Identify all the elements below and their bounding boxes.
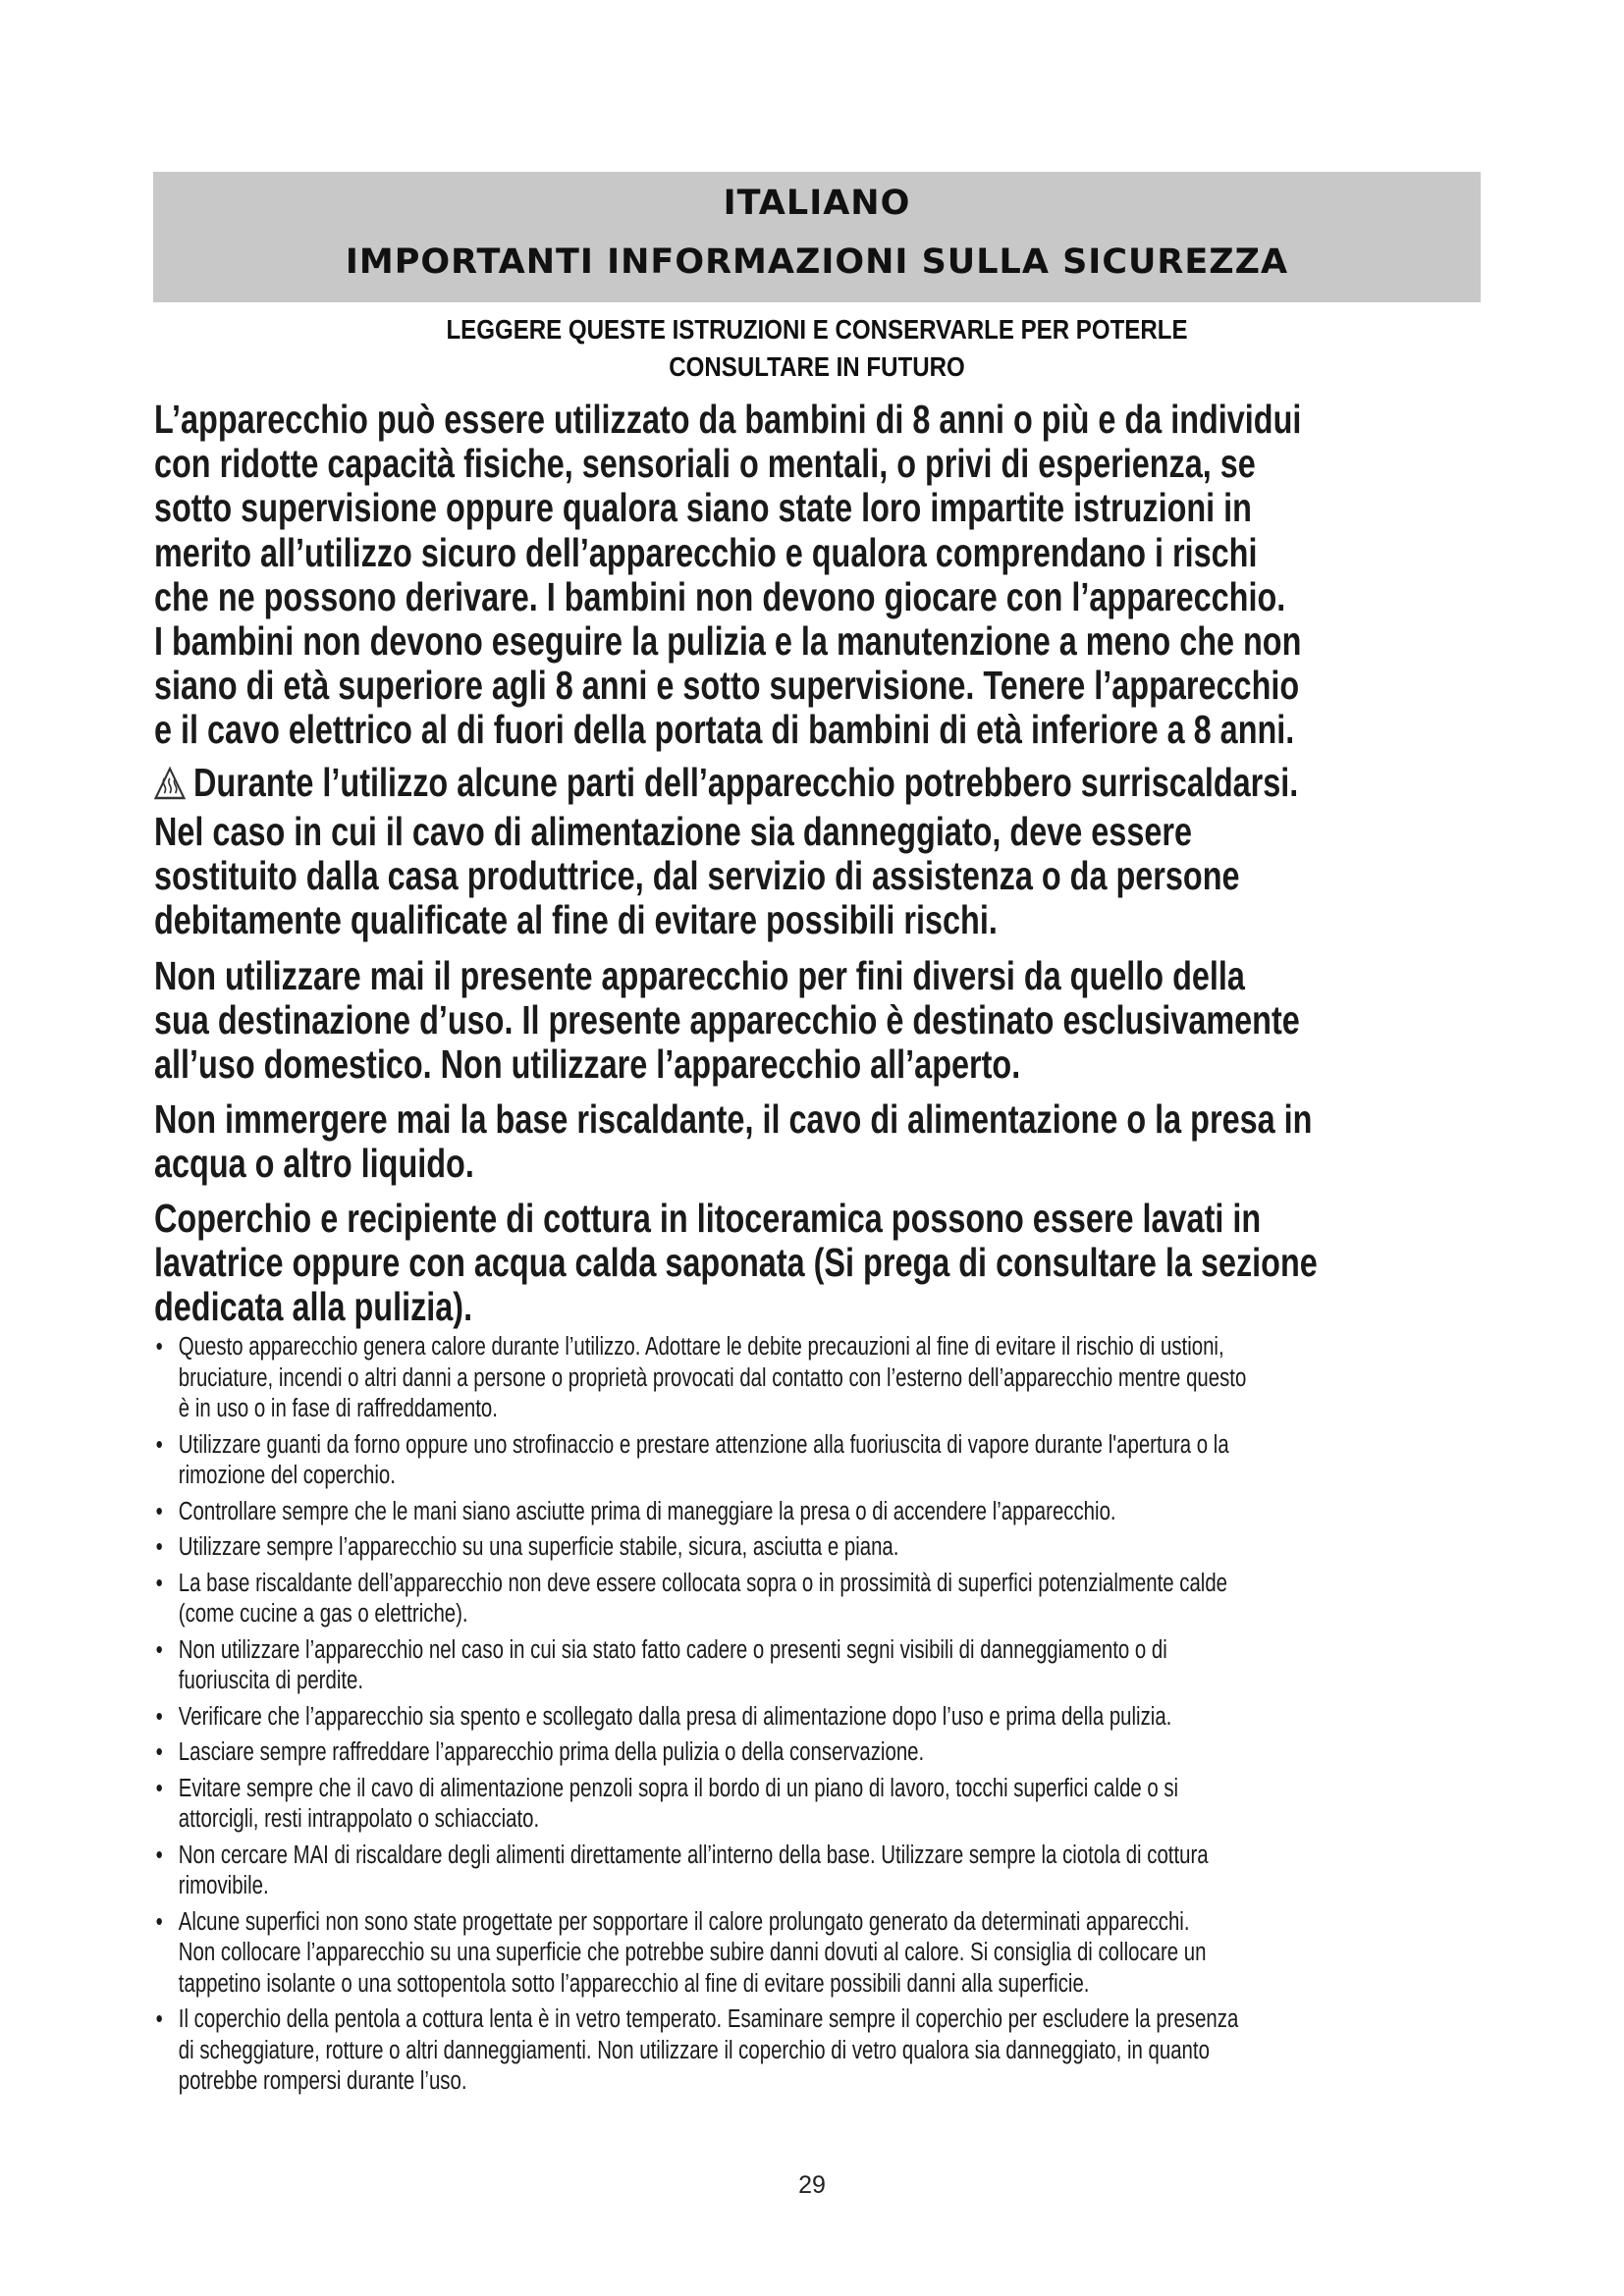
list-item: • Lasciare sempre raffreddare l’apparecchio prima della pulizia o della conservazione. — [154, 1737, 1544, 1769]
list-item: • Utilizzare guanti da forno oppure uno strofinaccio e prestare attenzione alla fuoriuscita di vapore durante l'apertura o la rimozione del coperchio. — [155, 1430, 1229, 1489]
list-item: • Questo apparecchio genera calore durante l’utilizzo. Adottare le debite precauzioni al fine di evitare il rischio di ustioni, bruciature, incendi o altri danni a persone o proprietà provocati dal contatto con l’esterno dell’apparecchio mentre questo è in uso o in fase di raffreddamento. — [155, 1333, 1247, 1422]
subtitle-line: LEGGERE QUESTE ISTRUZIONI E CONSERVARLE PER POTERLE — [446, 314, 1188, 345]
list-item: • Non utilizzare l’apparecchio nel caso in cui sia stato fatto cadere o presenti segni visibili di danneggiamento o di fuoriuscita di perdite. — [155, 1635, 1167, 1694]
bullet-marker: • — [155, 2005, 163, 2033]
warning-power-cord-paragraph — [154, 810, 1380, 943]
bullet-marker: • — [155, 1533, 163, 1561]
paragraph-line: che ne possono derivare. I bambini non devono giocare con l’apparecchio. — [154, 573, 1286, 619]
bullet-marker: • — [155, 1430, 163, 1459]
paragraph-line: acqua o altro liquido. — [154, 1141, 474, 1187]
paragraph-line: dedicata alla pulizia). — [154, 1284, 473, 1330]
hot-surface-warning-icon — [154, 765, 186, 798]
paragraph-line: Coperchio e recipiente di cottura in litoceramica possono essere lavati in — [154, 1196, 1262, 1241]
paragraph-line: merito all’utilizzo sicuro dell’apparecchio e qualora comprendano i rischi — [154, 529, 1258, 575]
paragraph-line: e il cavo elettrico al di fuori della portata di bambini di età inferiore a 8 anni. — [154, 707, 1295, 753]
warning-children-paragraph — [154, 398, 1380, 753]
paragraph-line: Non immergere mai la base riscaldante, il cavo di alimentazione o la presa in — [154, 1096, 1313, 1142]
list-item: • Verificare che l’apparecchio sia spento e scollegato dalla presa di alimentazione dopo l’uso e prima della pulizia. — [154, 1702, 1544, 1734]
paragraph-line: I bambini non devono eseguire la pulizia e la manutenzione a meno che non — [154, 618, 1302, 665]
subtitle — [246, 311, 1388, 386]
bullet-marker: • — [155, 1774, 163, 1802]
paragraph-line: Durante l’utilizzo alcune parti dell’apparecchio potrebbero surriscaldarsi. — [193, 760, 1299, 805]
paragraph-line: debitamente qualificate al fine di evitare possibili rischi. — [154, 897, 998, 943]
safety-bullet-list — [154, 1332, 1544, 2103]
list-item: • Non cercare MAI di riscaldare degli alimenti direttamente all’interno della base. Utilizzare sempre la ciotola di cottura rimovibile. — [155, 1841, 1209, 1899]
paragraph-line: sotto supervisione oppure qualora siano state loro impartite istruzioni in — [154, 485, 1252, 531]
bullet-marker: • — [155, 1702, 163, 1731]
list-item: • Controllare sempre che le mani siano asciutte prima di maneggiare la presa o di accendere l’apparecchio. — [154, 1497, 1544, 1528]
paragraph-line: sua destinazione d’uso. Il presente apparecchio è destinato esclusivamente — [154, 997, 1300, 1043]
paragraph-line: all’uso domestico. Non utilizzare l’apparecchio all’aperto. — [154, 1041, 1021, 1088]
bullet-marker: • — [155, 1569, 163, 1597]
paragraph-line: siano di età superiore agli 8 anni e sotto supervisione. Tenere l’apparecchio — [154, 663, 1300, 709]
bullet-marker: • — [155, 1738, 163, 1766]
section-title: IMPORTANTI INFORMAZIONI SULLA SICUREZZA — [345, 242, 1289, 282]
list-item: • La base riscaldante dell’apparecchio non deve essere collocata sopra o in prossimità di superfici potenzialmente calde (come cucine a gas o elettriche). — [155, 1569, 1228, 1628]
paragraph-line: Nel caso in cui il cavo di alimentazione sia danneggiato, deve essere — [154, 809, 1192, 854]
bullet-marker: • — [155, 1497, 163, 1525]
warning-hot-parts-paragraph — [154, 761, 1380, 805]
header-banner — [153, 172, 1481, 302]
language-heading: ITALIANO — [723, 184, 911, 223]
subtitle-line: CONSULTARE IN FUTURO — [669, 351, 965, 382]
list-item: • Alcune superfici non sono state progettate per sopportare il calore prolungato generato da determinati apparecchi. Non collocare l’apparecchio su una superficie che potrebbe subire danni dovuti al calore. Si consiglia di collocare un tappetino isolante o una sottopentola sotto l’apparecchio al fine di evitare possibili danni alla superficie. — [155, 1907, 1207, 1998]
paragraph-line: L’apparecchio può essere utilizzato da bambini di 8 anni o più e da individui — [154, 397, 1302, 442]
bullet-marker: • — [155, 1841, 163, 1869]
bullet-marker: • — [155, 1907, 163, 1936]
paragraph-line: Non utilizzare mai il presente apparecchio per fini diversi da quello della — [154, 953, 1245, 998]
paragraph-line: lavatrice oppure con acqua calda saponata (Si prega di consultare la sezione — [154, 1240, 1318, 1286]
bullet-marker: • — [155, 1635, 163, 1664]
warning-intended-use-paragraph — [154, 954, 1380, 1088]
page-number: 29 — [798, 2171, 826, 2199]
cleaning-info-paragraph — [154, 1197, 1380, 1330]
paragraph-line: sostituito dalla casa produttrice, dal servizio di assistenza o da persone — [154, 853, 1240, 899]
bullet-marker: • — [155, 1333, 163, 1361]
list-item: • Evitare sempre che il cavo di alimentazione penzoli sopra il bordo di un piano di lavoro, tocchi superfici calde o si attorcigli, resti intrappolato o schiacciato. — [155, 1774, 1179, 1833]
list-item: • Utilizzare sempre l’apparecchio su una superficie stabile, sicura, asciutta e piana. — [154, 1532, 1544, 1564]
list-item: • Il coperchio della pentola a cottura lenta è in vetro temperato. Esaminare sempre il coperchio per escludere la presenza di scheggiature, rotture o altri danneggiamenti. Non utilizzare il coperchio di vetro qualora sia danneggiato, in quanto potrebbe rompersi durante l’uso. — [155, 2005, 1239, 2095]
paragraph-line: con ridotte capacità fisiche, sensoriali o mentali, o privi di esperienza, se — [154, 441, 1256, 487]
warning-immersion-paragraph — [154, 1097, 1380, 1186]
